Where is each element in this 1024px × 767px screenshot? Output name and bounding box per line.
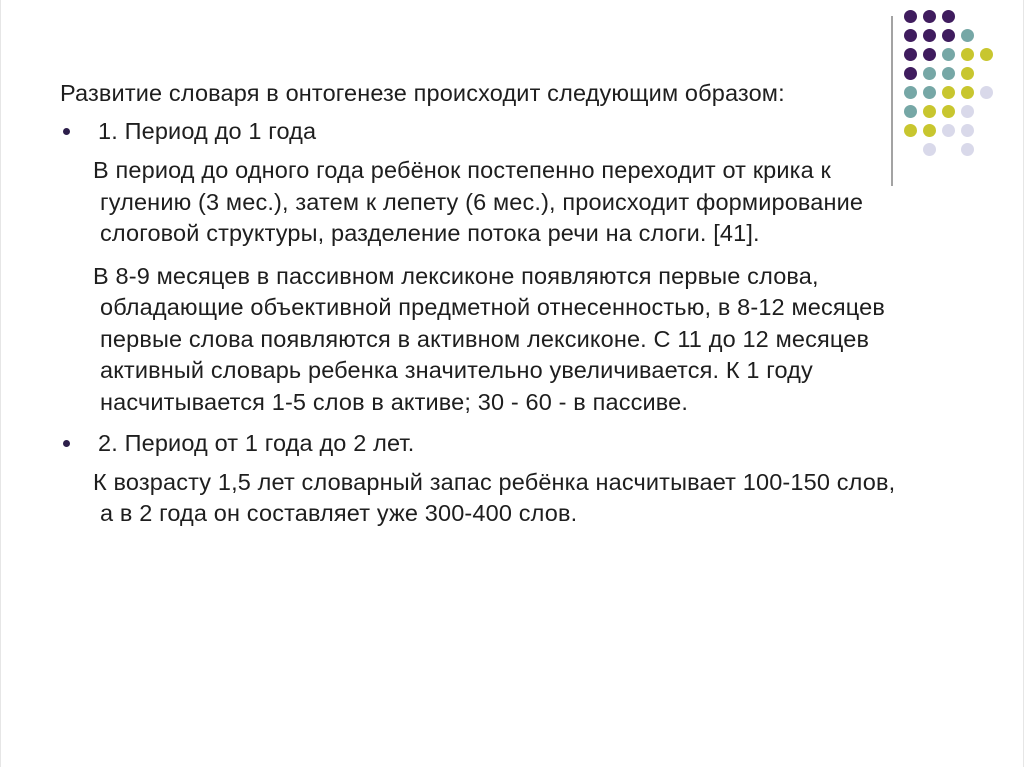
- slide-border-left: [0, 0, 1, 767]
- decorative-dot-lavender: [961, 143, 974, 156]
- decorative-dot-teal: [904, 105, 917, 118]
- decorative-dot-lavender: [942, 124, 955, 137]
- bullet-item-label: 2. Период от 1 года до 2 лет.: [98, 430, 415, 456]
- decorative-dot-yellow: [923, 124, 936, 137]
- decorative-dot-purple: [942, 10, 955, 23]
- bullet-item-label: 1. Период до 1 года: [98, 117, 317, 144]
- decorative-dot-purple: [923, 48, 936, 61]
- decorative-dot-teal: [904, 86, 917, 99]
- intro-text: Развитие словаря в онтогенезе происходит следующим образом:: [60, 80, 785, 106]
- decorative-dot-teal: [923, 86, 936, 99]
- decorative-dot-yellow: [942, 86, 955, 99]
- decorative-dot-yellow: [942, 105, 955, 118]
- decorative-dot-lavender: [980, 86, 993, 99]
- decorative-dot-lavender: [923, 143, 936, 156]
- decorative-dot-teal: [942, 67, 955, 80]
- decorative-dot-yellow: [961, 67, 974, 80]
- paragraph-early-stage: В период до одного года ребёнок постепенно переходит от крика к гулению (3 мес.), затем к лепету (6 мес.), происходит формирование слоговой структуры, разделение потока речи на слоги. [41].: [93, 157, 864, 246]
- slide-body: [60, 78, 900, 530]
- decorative-dot-teal: [961, 29, 974, 42]
- bullet-item-period-1: [60, 116, 900, 148]
- bullet-icon: [63, 440, 70, 447]
- bullet-icon: [63, 128, 70, 135]
- decorative-dot-yellow: [961, 86, 974, 99]
- decorative-dot-yellow: [904, 124, 917, 137]
- decorative-dot-purple: [904, 48, 917, 61]
- decorative-dot-purple: [904, 67, 917, 80]
- decorative-dot-yellow: [961, 48, 974, 61]
- decorative-dot-purple: [904, 10, 917, 23]
- decorative-dot-pattern: [904, 10, 1008, 166]
- decorative-dot-teal: [942, 48, 955, 61]
- decorative-dot-purple: [923, 10, 936, 23]
- decorative-dot-purple: [923, 29, 936, 42]
- paragraph-first-words: В 8-9 месяцев в пассивном лексиконе появляются первые слова, обладающие объективной предметной отнесенностью, в 8-12 месяцев первые слова появляются в активном лексиконе. С 11 до 12 месяцев активный словарь ребенка значительно увеличивается. К 1 году насчитывается 1-5 слов в активе; 30 - 60 - в пассиве.: [93, 262, 885, 415]
- decorative-dot-yellow: [980, 48, 993, 61]
- decorative-dot-yellow: [923, 105, 936, 118]
- decorative-dot-purple: [942, 29, 955, 42]
- decorative-dot-lavender: [961, 124, 974, 137]
- decorative-dot-lavender: [961, 105, 974, 118]
- decorative-dot-purple: [904, 29, 917, 42]
- paragraph-vocabulary-growth: К возрасту 1,5 лет словарный запас ребёнка насчитывает 100-150 слов, а в 2 года он составляет уже 300-400 слов.: [93, 468, 896, 526]
- bullet-item-period-2: [60, 428, 900, 460]
- decorative-dot-teal: [923, 67, 936, 80]
